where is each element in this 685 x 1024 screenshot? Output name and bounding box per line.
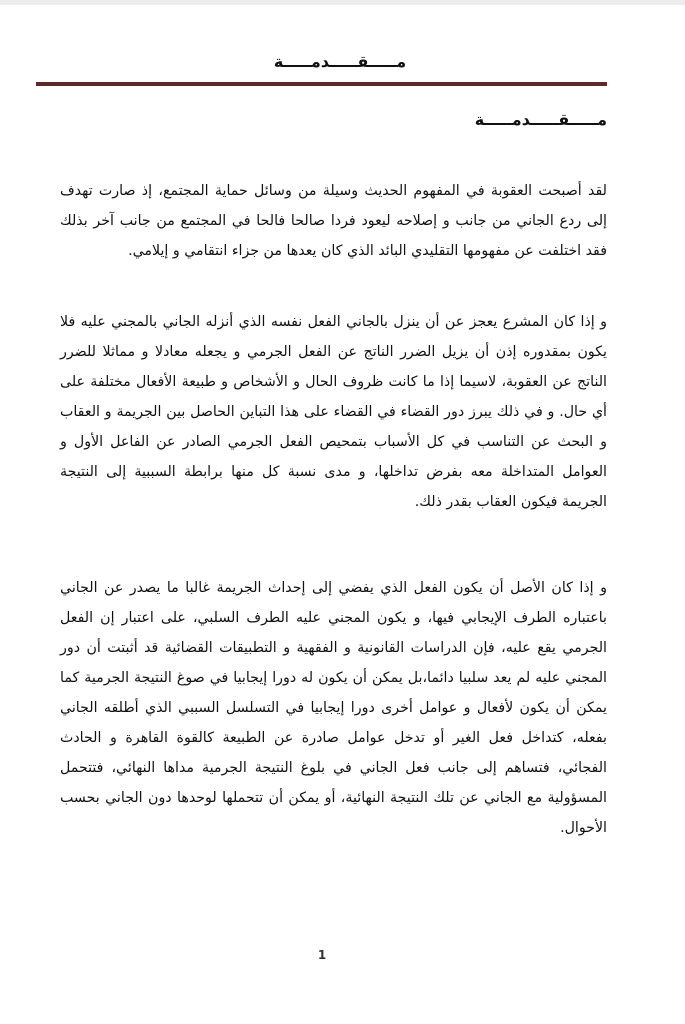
paragraph-1 <box>60 176 607 266</box>
page-number: 1 <box>317 948 327 962</box>
window-top-bar <box>0 0 685 5</box>
header-divider <box>36 82 607 86</box>
header-title: مـــــقـــــدمـــــة <box>273 52 407 71</box>
page-header <box>0 52 685 71</box>
paragraph-2 <box>60 307 607 517</box>
paragraph-text: و إذا كان الأصل أن يكون الفعل الذي يفضي إلى إحداث الجريمة غالبا ما يصدر عن الجاني باعتباره الطرف الإيجابي فيها، و يكون المجني عليه الطرف السلبي، على اعتبار إن الفعل الجرمي يقع عليه، فإن الدراسات القانونية و الفقهية و التطبيقات القضائية قد أثبتت أن دور المجني عليه لم يعد سلبيا دائما،بل يمكن أن يكون له دورا إيجابيا في صوغ النتيجة الجرمية كما يمكن أن يكون لأفعال و عوامل أخرى دورا إيجابيا في التسلسل السببي الذي أطلقه الجاني بفعله، كتداخل فعل الغير أو تدخل عوامل صادرة عن الطبيعة كالقوة القاهرة و الحادث الفجائي، فتساهم إلى جانب فعل الجاني في بلوغ النتيجة الجرمية مداها النهائي، فتتحمل المسؤولية مع الجاني عن تلك النتيجة النهائية، أو يمكن أن تتحملها لوحدها دون الجاني بحسب الأحوال. <box>60 580 607 836</box>
paragraph-3 <box>60 573 607 843</box>
paragraph-text: و إذا كان المشرع يعجز عن أن ينزل بالجاني الفعل نفسه الذي أنزله الجاني بالمجني عليه فلا يكون بمقدوره إذن أن يزيل الضرر الناتج عن الفعل الجرمي و يجعله معادلا و مماثلا للضرر الناتج عن العقوبة، لاسيما إذا ما كانت ظروف الحال و الأشخاص و طبيعة الأفعال مختلفة على أي حال. و في ذلك يبرز دور القضاء في القضاء على هذا التباين الحاصل بين الجريمة و العقاب و البحث عن التناسب في كل الأسباب بتمحيص الفعل الجرمي الصادر عن الفاعل الأول و العوامل المتداخلة معه بفرض تداخلها، و مدى نسبة كل منها برابطة السببية إلى النتيجة الجريمة فيكون العقاب بقدر ذلك. <box>60 314 607 510</box>
section-title: مـــــقـــــدمـــــة <box>474 110 607 129</box>
paragraph-text: لقد أصبحت العقوبة في المفهوم الحديث وسيلة من وسائل حماية المجتمع، إذ صارت تهدف إلى ردع الجاني من جانب و إصلاحه ليعود فردا صالحا فالحا في المجتمع من جانب آخر بذلك فقد اختلفت عن مفهومها التقليدي البائد الذي كان يعدها من جزاء انتقامي و إيلامي. <box>60 183 607 259</box>
